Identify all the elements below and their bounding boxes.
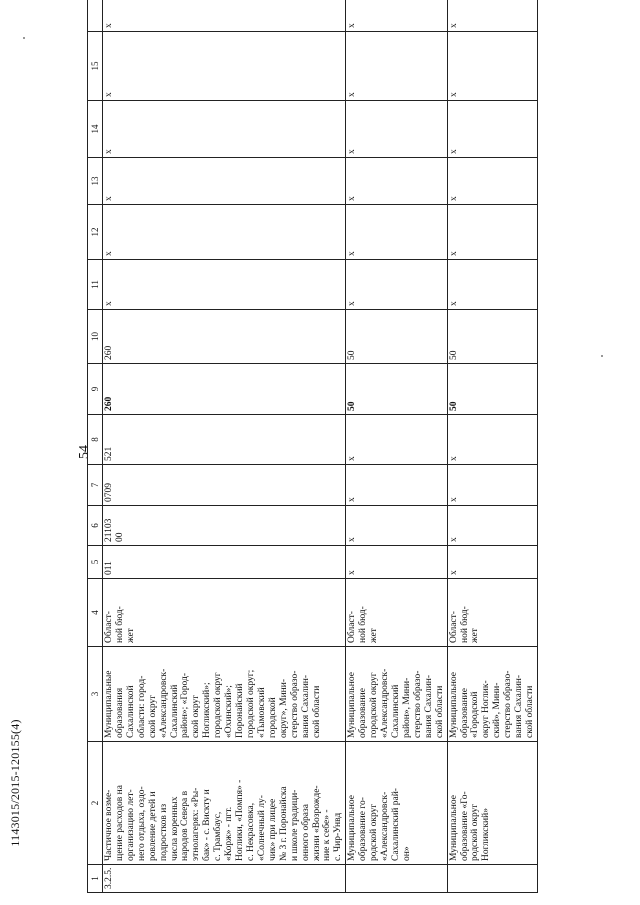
value-cell: x (346, 205, 447, 260)
budget-code: x (346, 546, 447, 579)
funding-source: Област- ной бюд- жет (103, 579, 346, 647)
value-cell: x (346, 0, 447, 32)
amount-cell: 260 (103, 310, 346, 364)
value-cell: x (346, 32, 447, 101)
column-number: 5 (88, 546, 103, 579)
activity-description: Частичное возме- щение расходов на организацию лет- него отдыха, оздо- ровление детей и подростков из числа коренных народов Севера в этнолагерях: «Ры- бак» - с. Вискту и с. Трамбаус, «Корж» - пгт. Ноглики, «Помпя» - с. Некрасовка, «Солнечный лу- чик» при лицее № 3 г. Поронайска и школе традици- онного образа жизни «Возрожде- ние к себе» - с. Чир-Унвд (103, 742, 346, 865)
column-number: 11 (88, 260, 103, 310)
activity-description: Муниципальное образование го- родской округ «Александровск- Сахалинский рай- он» (346, 742, 447, 865)
column-number: 9 (88, 364, 103, 415)
value-cell: x (103, 32, 346, 101)
budget-code: x (447, 415, 537, 465)
column-number: 8 (88, 415, 103, 465)
column-number: 12 (88, 205, 103, 260)
column-number: 1 (88, 865, 103, 893)
value-cell: x (447, 101, 537, 158)
budget-code: x (447, 506, 537, 546)
column-number: 13 (88, 158, 103, 205)
budget-code: x (346, 465, 447, 506)
column-number: 4 (88, 579, 103, 647)
budget-code: 011 (103, 546, 346, 579)
funding-source: Област- ной бюд- жет (346, 579, 447, 647)
value-cell: x (346, 158, 447, 205)
budget-code: x (447, 465, 537, 506)
column-number: 15 (88, 32, 103, 101)
item-number (346, 865, 447, 893)
funding-source: Област- ной бюд- жет (447, 579, 537, 647)
amount-cell: 50 (346, 310, 447, 364)
column-number: 6 (88, 506, 103, 546)
value-cell: x (103, 205, 346, 260)
column-number: 2 (88, 742, 103, 865)
scan-speck (23, 37, 25, 39)
budget-code: 521 (103, 415, 346, 465)
column-number: 7 (88, 465, 103, 506)
value-cell: x (103, 260, 346, 310)
scan-speck (601, 355, 603, 357)
value-cell: x (346, 260, 447, 310)
value-cell: x (447, 32, 537, 101)
value-cell: x (447, 205, 537, 260)
budget-code: x (346, 506, 447, 546)
value-cell: x (103, 158, 346, 205)
column-number-row (88, 0, 103, 893)
document-code: 1143015/2015-120155(4) (8, 719, 22, 847)
budget-code: 0709 (103, 465, 346, 506)
budget-table (87, 0, 538, 893)
item-number (447, 865, 537, 893)
responsible-party: Муниципальные образования Сахалинской области: город- ской округ «Александровск- Сахалинский район»; «Город- ской округ Ногликский»; городской округ «Охинский»; Поронайский городской округ; «Тымовский городской округ», Мини- стерство образо- вания Сахалин- ской области (103, 647, 346, 742)
amount-cell: 50 (447, 364, 537, 415)
column-number: 3 (88, 647, 103, 742)
rotated-table-container (87, 23, 536, 893)
column-number: 14 (88, 101, 103, 158)
budget-code: x (447, 546, 537, 579)
value-cell: x (103, 101, 346, 158)
table-row (346, 0, 447, 893)
budget-code: x (346, 415, 447, 465)
table-row (103, 0, 346, 893)
activity-description: Муниципальное образование «Го- родской округ Ногликский» (447, 742, 537, 865)
amount-cell: 50 (346, 364, 447, 415)
responsible-party: Муниципальное образование городской округ «Александровск- Сахалинский район», Мини- стерство образо- вания Сахалин- ской области (346, 647, 447, 742)
column-number: 10 (88, 310, 103, 364)
item-number: 3.2.5. (103, 865, 346, 893)
budget-code: 21103 00 (103, 506, 346, 546)
value-cell: x (447, 158, 537, 205)
value-cell: x (346, 101, 447, 158)
value-cell: x (103, 0, 346, 32)
column-number (88, 0, 103, 32)
amount-cell: 50 (447, 310, 537, 364)
table-row (447, 0, 537, 893)
page-number: 54 (77, 445, 92, 459)
value-cell: x (447, 260, 537, 310)
value-cell: x (447, 0, 537, 32)
responsible-party: Муниципальное образование «Городской округ Ноглик- ский», Мини- стерство образо- вания Сахалин- ской области (447, 647, 537, 742)
amount-cell: 260 (103, 364, 346, 415)
table-viewport (87, 23, 536, 893)
